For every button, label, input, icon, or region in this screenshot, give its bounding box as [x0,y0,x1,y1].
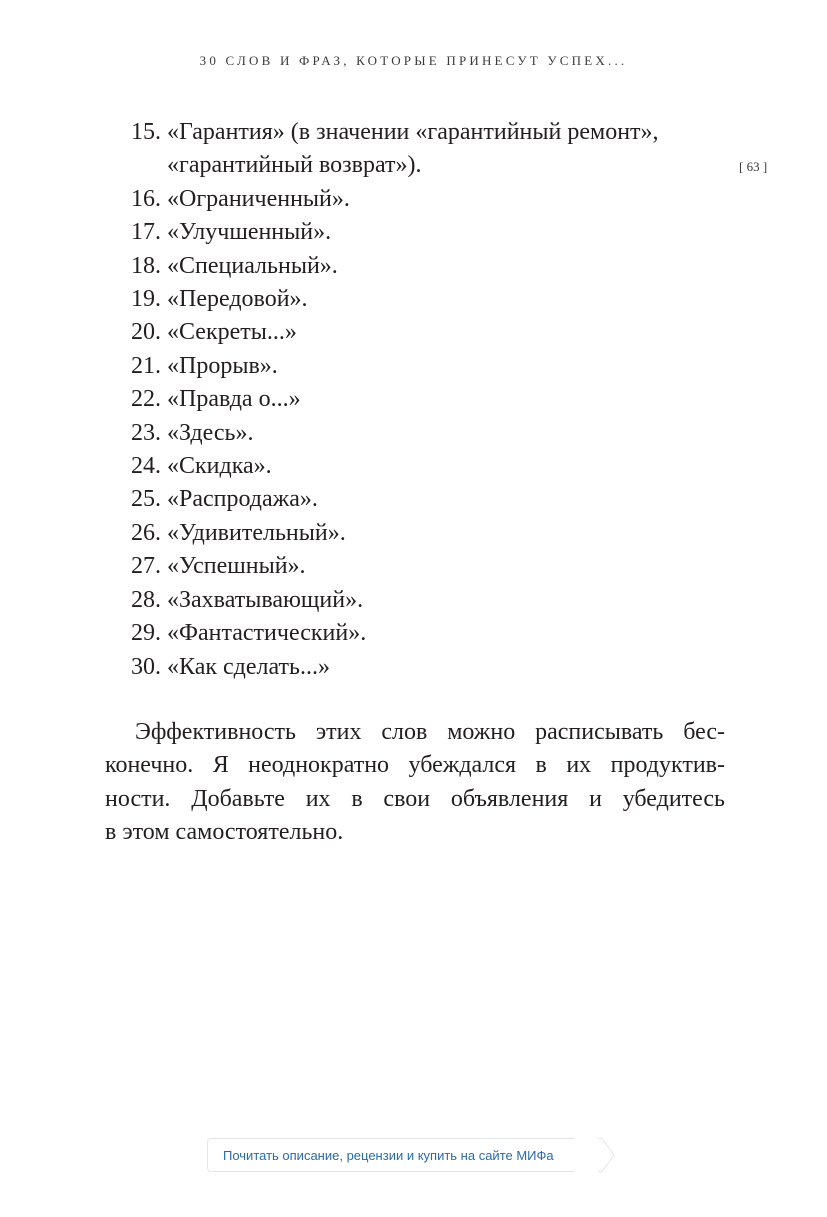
list-item-text: «Как сделать...» [167,653,330,680]
list-item-text: «Ограниченный». [167,185,350,212]
numbered-list [105,116,725,684]
list-item [105,283,725,316]
list-item-number: 15. [131,119,161,145]
list-item-number: 18. [131,252,161,279]
list-item-text: «Здесь». [167,419,254,446]
list-item-number: 17. [131,219,161,246]
list-item-number: 22. [131,386,161,413]
list-item-number: 30. [131,653,161,680]
list-item-number: 21. [131,352,161,379]
list-item-text: «Фантастический». [167,620,367,647]
list-item-number: 19. [131,286,161,313]
list-item [105,183,725,216]
list-item-text: «Захватывающий». [167,586,364,613]
list-item [105,584,725,617]
list-item-text: «Скидка». [167,453,272,480]
list-item [105,483,725,516]
list-item-text: «Секреты...» [167,319,297,346]
list-item-text: «Гарантия» (в значении «гарантийный ремонт», «гарантийный возврат»). [167,119,659,179]
list-item-text: «Передовой». [167,286,308,313]
running-header: 30 СЛОВ И ФРАЗ, КОТОРЫЕ ПРИНЕСУТ УСПЕХ... [199,53,628,68]
list-item-number: 16. [131,185,161,212]
list-item [105,350,725,383]
page-number: [ 63 ] [739,159,768,174]
list-item-text: «Улучшенный». [167,219,332,246]
list-item-number: 23. [131,419,161,446]
paragraph-line: конечно. Я неоднократно убеждался в их продуктив- [105,752,725,779]
link-arrow-icon [598,1138,615,1172]
list-item [105,417,725,450]
list-item-text: «Удивительный». [167,519,346,546]
paragraph-line: в этом самостоятельно. [105,819,344,846]
list-item [105,517,725,550]
list-item-number: 26. [131,519,161,546]
paragraph-line: ности. Добавьте их в свои объявления и убедитесь [105,785,725,812]
paragraph-line: Эффективность этих слов можно расписывать бес- [135,719,725,745]
list-item-text: «Правда о...» [167,386,301,413]
list-item-text: «Успешный». [167,553,306,580]
list-item-number: 27. [131,553,161,580]
list-item [105,617,725,650]
list-item [105,651,725,684]
list-item-number: 29. [131,620,161,647]
list-item-number: 24. [131,453,161,480]
body-paragraph [105,716,725,850]
list-item [105,316,725,349]
buy-on-mif-link[interactable]: Почитать описание, рецензии и купить на сайте МИФа [207,1138,574,1172]
list-item-number: 25. [131,486,161,513]
list-item-text: «Прорыв». [167,352,278,379]
list-item [105,550,725,583]
list-item [105,383,725,416]
list-item-number: 20. [131,319,161,346]
list-item [105,216,725,249]
list-item-number: 28. [131,586,161,613]
list-item [105,250,725,283]
list-item [105,116,725,183]
list-item-text: «Специальный». [167,252,338,279]
list-item [105,450,725,483]
list-item-text: «Распродажа». [167,486,318,513]
